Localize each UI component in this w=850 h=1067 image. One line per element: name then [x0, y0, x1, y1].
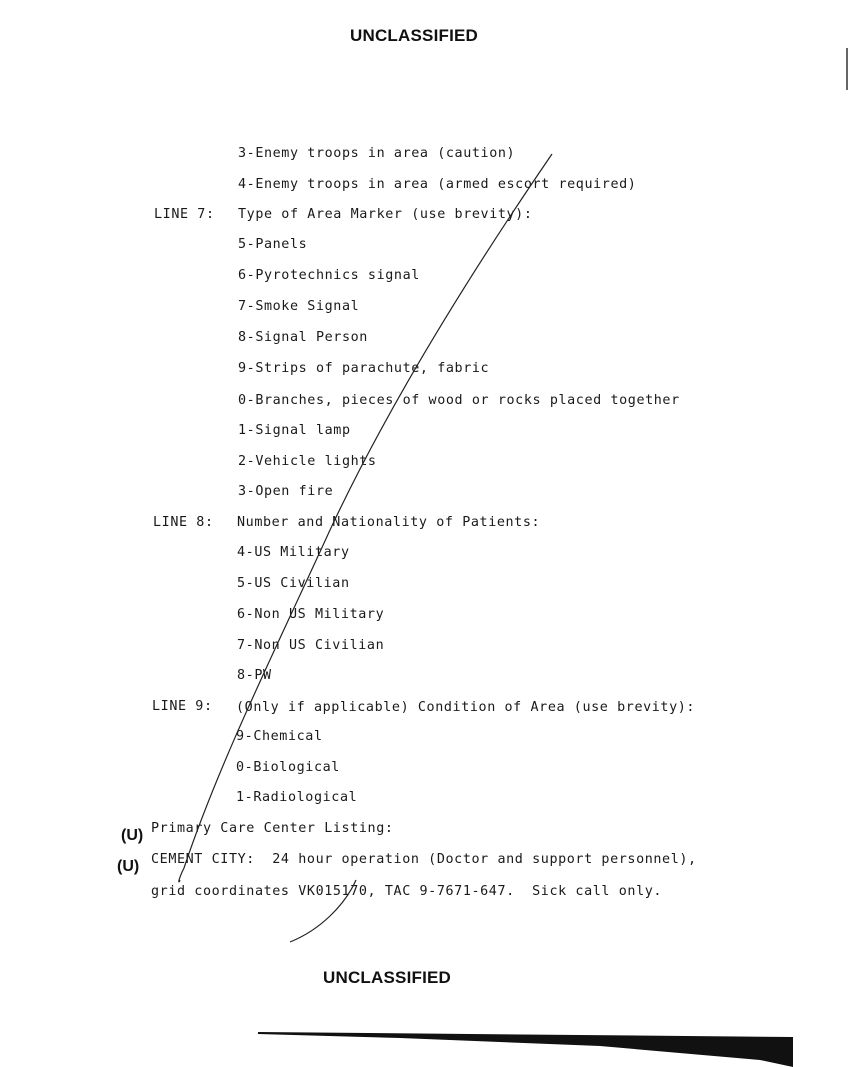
classification-footer: UNCLASSIFIED [323, 968, 452, 987]
line8-label: LINE 8: [153, 515, 214, 530]
portion-marking: (U) [121, 827, 144, 844]
line9-item: 9-Chemical [236, 729, 323, 744]
portion-marking: (U) [117, 858, 140, 875]
handwritten-strike-tail [290, 880, 356, 942]
line7-item: 9-Strips of parachute, fabric [238, 361, 490, 376]
scan-edge-bar [258, 1032, 793, 1067]
line9-text: (Only if applicable) Condition of Area (use brevity): [236, 700, 696, 715]
handwritten-strike-line [179, 154, 552, 882]
line8-item: 4-US Military [237, 545, 350, 560]
line7-text: Type of Area Marker (use brevity): [238, 207, 533, 222]
line9-item: 0-Biological [236, 760, 340, 775]
line8-item: 6-Non US Military [237, 607, 385, 622]
line7-item: 6-Pyrotechnics signal [238, 268, 420, 283]
line8-item: 7-Non US Civilian [237, 638, 385, 653]
line7-item: 5-Panels [238, 237, 308, 252]
line6-item-enemy-escort: 4-Enemy troops in area (armed escort required) [238, 177, 637, 192]
primary-care-heading: Primary Care Center Listing: [151, 821, 394, 836]
line9-label: LINE 9: [152, 699, 213, 714]
line7-item: 7-Smoke Signal [238, 299, 360, 314]
line9-item: 1-Radiological [236, 790, 358, 805]
line8-item: 5-US Civilian [237, 576, 350, 591]
line7-item: 0-Branches, pieces of wood or rocks placed together [238, 393, 680, 408]
line7-item: 3-Open fire [238, 484, 334, 499]
line8-item: 8-PW [237, 668, 272, 683]
line6-item-enemy-caution: 3-Enemy troops in area (caution) [238, 146, 516, 161]
cement-city-line-2: grid coordinates VK015170, TAC 9-7671-647. Sick call only. [151, 884, 663, 899]
line7-label: LINE 7: [154, 207, 215, 222]
line7-item: 2-Vehicle lights [238, 454, 377, 469]
line7-item: 1-Signal lamp [238, 423, 351, 438]
classification-header: UNCLASSIFIED [350, 26, 479, 45]
line7-item: 8-Signal Person [238, 330, 368, 345]
cement-city-line-1: CEMENT CITY: 24 hour operation (Doctor and support personnel), [151, 852, 697, 867]
line8-text: Number and Nationality of Patients: [237, 515, 541, 530]
